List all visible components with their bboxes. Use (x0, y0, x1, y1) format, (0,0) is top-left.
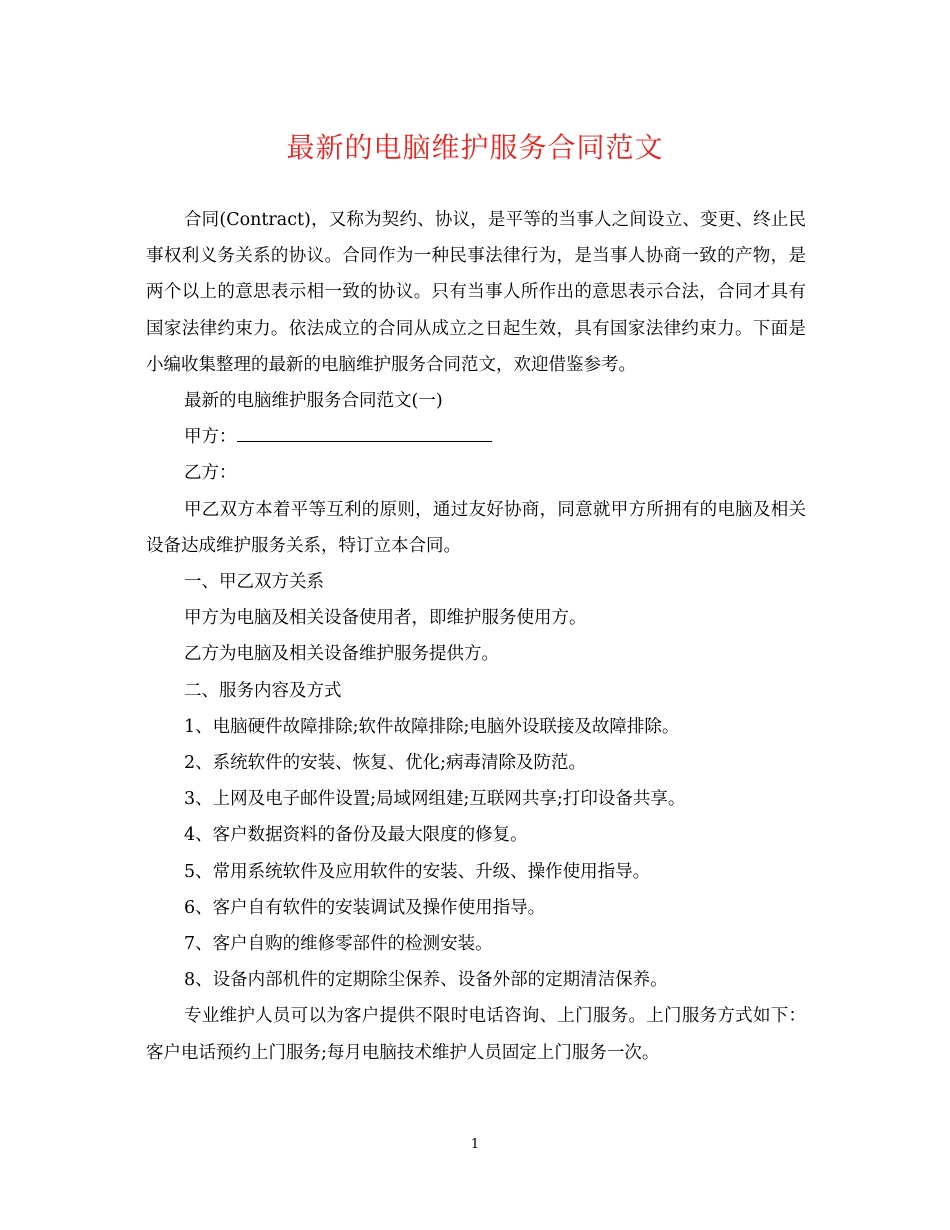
service-item: 3、上网及电子邮件设置;局域网组建;互联网共享;打印设备共享。 (184, 789, 686, 810)
service-item: 4、客户数据资料的备份及最大限度的修复。 (184, 825, 528, 846)
clause-1-heading: 一、甲乙双方关系 (184, 572, 324, 593)
intro-paragraph: 合同(Contract)，又称为契约、协议，是平等的当事人之间设立、变更、终止民事权利义务关系的协议。合同作为一种民事法律行为，是当事人协商一致的产物，是两个以上的意思表示相一致的协议。只有当事人所作出的意思表示合法，合同才具有国家法律约束力。依法成立的合同从成立之日起生效，具有国家法律约束力。下面是小编收集整理的最新的电脑维护服务合同范文，欢迎借鉴参考。 (146, 210, 806, 375)
party-b-line: 乙方： (184, 463, 237, 484)
service-item: 8、设备内部机件的定期除尘保养、设备外部的定期清洁保养。 (184, 970, 668, 991)
service-method-paragraph: 专业维护人员可以为客户提供不限时电话咨询、上门服务。上门服务方式如下：客户电话预约上门服务;每月电脑技术维护人员固定上门服务一次。 (146, 1006, 806, 1063)
party-a-line (146, 419, 806, 455)
service-item: 7、客户自购的维修零部件的检测安装。 (184, 934, 493, 955)
page-number: 1 (470, 1137, 480, 1152)
party-a-blank (237, 421, 492, 442)
service-item: 1、电脑硬件故障排除;软件故障排除;电脑外设联接及故障排除。 (184, 716, 680, 737)
clause-1-line: 甲方为电脑及相关设备使用者，即维护服务使用方。 (184, 608, 587, 629)
service-item: 5、常用系统软件及应用软件的安装、升级、操作使用指导。 (184, 861, 651, 882)
section-heading: 最新的电脑维护服务合同范文(一) (184, 391, 443, 412)
clause-2-heading: 二、服务内容及方式 (184, 680, 342, 701)
clause-1-line: 乙方为电脑及相关设备维护服务提供方。 (184, 644, 499, 665)
document-title: 最新的电脑维护服务合同范文 (286, 131, 664, 164)
party-a-label: 甲方： (184, 427, 237, 448)
agreement-paragraph: 甲乙双方本着平等互利的原则，通过友好协商，同意就甲方所拥有的电脑及相关设备达成维护服务关系，特订立本合同。 (146, 499, 806, 556)
document-body (146, 202, 806, 1071)
service-item: 6、客户自有软件的安装调试及操作使用指导。 (184, 897, 546, 918)
service-item: 2、系统软件的安装、恢复、优化;病毒清除及防范。 (184, 753, 587, 774)
